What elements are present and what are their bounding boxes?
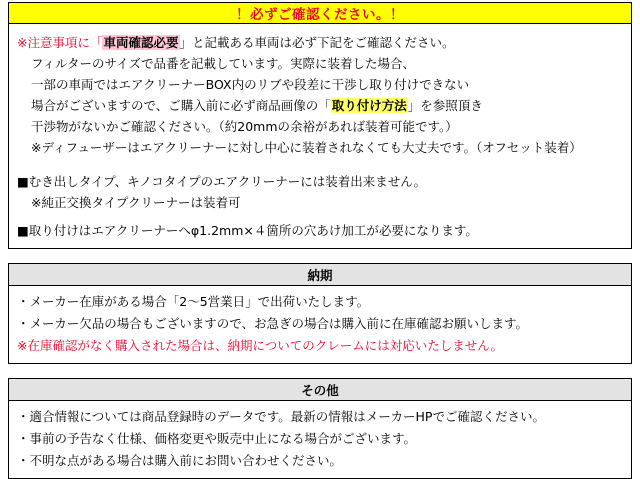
notice-line-9: ■取り付けはエアクリーナーへφ1.2mm×４箇所の穴あけ加工が必要になります。 — [17, 223, 478, 238]
notice-line-6: ※ディフューザーはエアクリーナーに対し中心に装着されなくても大丈夫です。（オフセット装着） — [31, 140, 582, 155]
other-item: ・事前の予告なく仕様、価格変更や販売中止になる場合がございます。 — [17, 431, 417, 446]
other-section-body — [9, 401, 631, 478]
confirm-banner — [8, 2, 632, 24]
notice-line-4-a: 場合がございますので、ご購入前に必ず商品画像の「 — [31, 98, 331, 113]
product-notice-page — [0, 2, 640, 479]
delivery-section-body — [9, 286, 631, 363]
notice-line-4 — [17, 95, 623, 116]
vehicle-check-highlight: 車両確認必要 — [103, 35, 179, 50]
other-item: ・適合情報については商品登録時のデータです。最新の情報はメーカーHPでご確認ください。 — [17, 409, 545, 424]
notice-line-5: 干渉物がないかご確認ください。（約20mmの余裕があれば装着可能です。） — [31, 119, 458, 134]
notice-box — [8, 24, 632, 249]
other-section — [8, 378, 632, 479]
notice-line-1-prefix: ※注意事項に「 — [17, 35, 103, 50]
notice-line-4-b: 」を参照頂き — [407, 98, 483, 113]
notice-line-8: ※純正交換タイプクリーナーは装着可 — [31, 195, 241, 210]
notice-line-1 — [17, 32, 623, 53]
notice-line-3: 一部の車両ではエアクリーナーBOX内のリブや段差に干渉し取り付けできない — [31, 77, 470, 92]
notice-spacer-2 — [17, 213, 623, 220]
delivery-item: ・メーカー欠品の場合もございますので、お急ぎの場合は購入前に在庫確認お願いします。 — [17, 316, 529, 331]
notice-line-2: フィルターのサイズで品番を記載しています。実際に装着した場合、 — [31, 56, 416, 71]
delivery-item: ・メーカー在庫がある場合「2～5営業日」で出荷いたします。 — [17, 294, 370, 309]
notice-line-1-suffix: 」と記載ある車両は必ず下記をご確認ください。 — [179, 35, 455, 50]
notice-spacer-1 — [17, 158, 623, 171]
install-method-highlight: 取り付け方法 — [331, 98, 407, 113]
delivery-item-warning: ※在庫確認がなく購入された場合は、納期についてのクレームには対応いたしません。 — [17, 338, 503, 353]
delivery-section — [8, 263, 632, 364]
notice-line-7: ■むき出しタイプ、キノコタイプのエアクリーナーには装着出来ません。 — [17, 174, 427, 189]
confirm-banner-text: ！必ずご確認ください。！ — [236, 7, 404, 23]
other-item: ・不明な点がある場合は購入前にお問い合わせください。 — [17, 453, 343, 468]
delivery-section-title: 納期 — [9, 264, 631, 286]
other-section-title: その他 — [9, 379, 631, 401]
